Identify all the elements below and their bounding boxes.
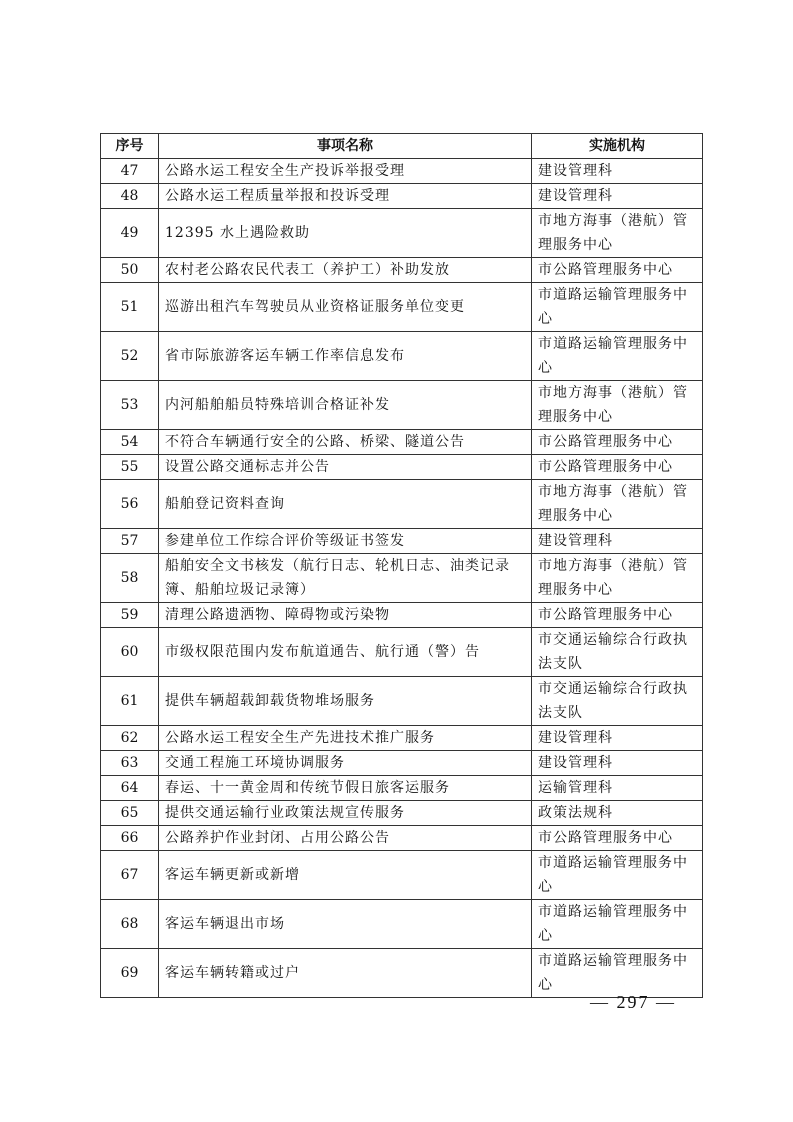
- cell-name: 省市际旅游客运车辆工作率信息发布: [159, 332, 532, 381]
- cell-org: 市地方海事（港航）管理服务中心: [532, 554, 703, 603]
- cell-name: 客运车辆转籍或过户: [159, 949, 532, 998]
- cell-org: 市道路运输管理服务中心: [532, 851, 703, 900]
- cell-name: 船舶安全文书核发（航行日志、轮机日志、油类记录簿、船舶垃圾记录簿）: [159, 554, 532, 603]
- cell-name: 设置公路交通标志并公告: [159, 455, 532, 480]
- table-row: [101, 826, 703, 851]
- cell-org: 市地方海事（港航）管理服务中心: [532, 209, 703, 258]
- cell-num: 47: [101, 159, 159, 184]
- cell-name: 提供车辆超载卸载货物堆场服务: [159, 677, 532, 726]
- table-row: [101, 184, 703, 209]
- cell-org: 市公路管理服务中心: [532, 430, 703, 455]
- cell-num: 60: [101, 628, 159, 677]
- table-row: [101, 381, 703, 430]
- cell-org: 市公路管理服务中心: [532, 603, 703, 628]
- cell-name: 公路水运工程安全生产先进技术推广服务: [159, 726, 532, 751]
- table-row: [101, 258, 703, 283]
- table-row: [101, 801, 703, 826]
- cell-num: 68: [101, 900, 159, 949]
- cell-org: 建设管理科: [532, 184, 703, 209]
- cell-name: 公路水运工程质量举报和投诉受理: [159, 184, 532, 209]
- cell-num: 49: [101, 209, 159, 258]
- items-table: [100, 133, 703, 998]
- cell-org: 市道路运输管理服务中心: [532, 332, 703, 381]
- table-row: [101, 900, 703, 949]
- table-row: [101, 949, 703, 998]
- cell-org: 市交通运输综合行政执法支队: [532, 677, 703, 726]
- cell-num: 64: [101, 776, 159, 801]
- cell-name: 交通工程施工环境协调服务: [159, 751, 532, 776]
- cell-num: 63: [101, 751, 159, 776]
- table-row: [101, 751, 703, 776]
- cell-name: 清理公路遗洒物、障碍物或污染物: [159, 603, 532, 628]
- cell-org: 市公路管理服务中心: [532, 455, 703, 480]
- cell-org: 市交通运输综合行政执法支队: [532, 628, 703, 677]
- header-name: 事项名称: [159, 134, 532, 159]
- cell-name: 农村老公路农民代表工（养护工）补助发放: [159, 258, 532, 283]
- cell-num: 61: [101, 677, 159, 726]
- cell-org: 市地方海事（港航）管理服务中心: [532, 480, 703, 529]
- table-row: [101, 677, 703, 726]
- cell-num: 57: [101, 529, 159, 554]
- cell-org: 市公路管理服务中心: [532, 826, 703, 851]
- cell-num: 59: [101, 603, 159, 628]
- header-org: 实施机构: [532, 134, 703, 159]
- cell-num: 66: [101, 826, 159, 851]
- cell-org: 建设管理科: [532, 529, 703, 554]
- table-row: [101, 159, 703, 184]
- header-num: 序号: [101, 134, 159, 159]
- cell-num: 51: [101, 283, 159, 332]
- cell-num: 52: [101, 332, 159, 381]
- cell-name: 公路养护作业封闭、占用公路公告: [159, 826, 532, 851]
- table-row: [101, 332, 703, 381]
- table-row: [101, 554, 703, 603]
- cell-name: 公路水运工程安全生产投诉举报受理: [159, 159, 532, 184]
- cell-num: 54: [101, 430, 159, 455]
- table-row: [101, 851, 703, 900]
- cell-name: 不符合车辆通行安全的公路、桥梁、隧道公告: [159, 430, 532, 455]
- table-row: [101, 480, 703, 529]
- cell-org: 市地方海事（港航）管理服务中心: [532, 381, 703, 430]
- cell-name: 客运车辆退出市场: [159, 900, 532, 949]
- cell-name: 参建单位工作综合评价等级证书签发: [159, 529, 532, 554]
- cell-name: 春运、十一黄金周和传统节假日旅客运服务: [159, 776, 532, 801]
- table-row: [101, 430, 703, 455]
- cell-org: 政策法规科: [532, 801, 703, 826]
- cell-name: 内河船舶船员特殊培训合格证补发: [159, 381, 532, 430]
- table-row: [101, 726, 703, 751]
- cell-name: 客运车辆更新或新增: [159, 851, 532, 900]
- cell-org: 市道路运输管理服务中心: [532, 283, 703, 332]
- cell-org: 运输管理科: [532, 776, 703, 801]
- table-row: [101, 628, 703, 677]
- cell-org: 建设管理科: [532, 159, 703, 184]
- cell-num: 56: [101, 480, 159, 529]
- cell-num: 62: [101, 726, 159, 751]
- table-row: [101, 209, 703, 258]
- cell-name: 提供交通运输行业政策法规宣传服务: [159, 801, 532, 826]
- cell-org: 市道路运输管理服务中心: [532, 949, 703, 998]
- table-row: [101, 455, 703, 480]
- table-row: [101, 776, 703, 801]
- cell-num: 48: [101, 184, 159, 209]
- table-header-row: [101, 134, 703, 159]
- cell-num: 67: [101, 851, 159, 900]
- cell-num: 55: [101, 455, 159, 480]
- cell-num: 53: [101, 381, 159, 430]
- cell-num: 65: [101, 801, 159, 826]
- cell-org: 建设管理科: [532, 751, 703, 776]
- cell-num: 58: [101, 554, 159, 603]
- cell-name: 12395 水上遇险救助: [159, 209, 532, 258]
- cell-name: 巡游出租汽车驾驶员从业资格证服务单位变更: [159, 283, 532, 332]
- cell-org: 市公路管理服务中心: [532, 258, 703, 283]
- cell-name: 市级权限范围内发布航道通告、航行通（警）告: [159, 628, 532, 677]
- cell-org: 建设管理科: [532, 726, 703, 751]
- cell-num: 69: [101, 949, 159, 998]
- table-row: [101, 603, 703, 628]
- cell-num: 50: [101, 258, 159, 283]
- page-number: — 297 —: [590, 992, 676, 1012]
- cell-name: 船舶登记资料查询: [159, 480, 532, 529]
- table-row: [101, 283, 703, 332]
- table-row: [101, 529, 703, 554]
- cell-org: 市道路运输管理服务中心: [532, 900, 703, 949]
